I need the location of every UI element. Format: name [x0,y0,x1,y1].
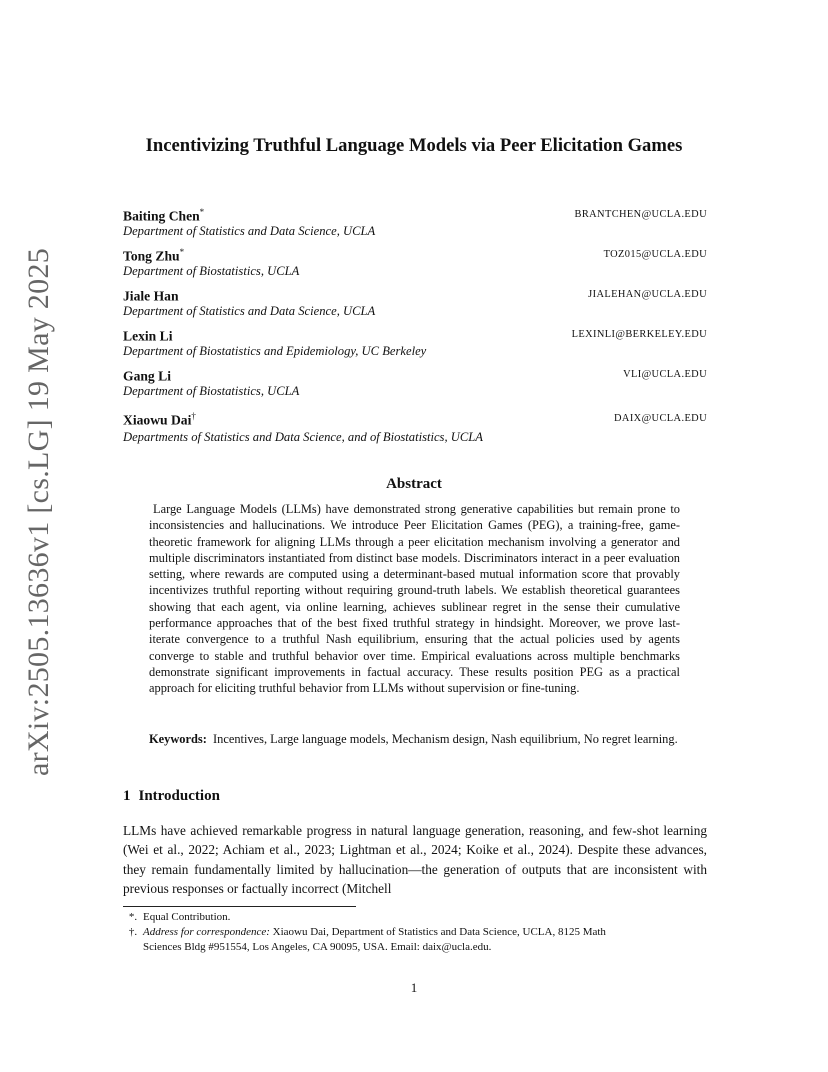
author-affiliation: Departments of Statistics and Data Science, and of Biostatistics, UCLA [123,430,483,444]
section-number: 1 [123,788,131,804]
author-block [123,247,707,283]
arxiv-identifier: arXiv:2505.13636v1 [cs.LG] 19 May 2025 [22,248,55,776]
author-name: Gang Li [123,368,171,384]
author-affiliation: Department of Statistics and Data Science, UCLA [123,224,376,238]
author-affiliation: Department of Biostatistics and Epidemiology, UC Berkeley [123,344,427,358]
author-email[interactable]: TOZ015@UCLA.EDU [603,249,707,260]
footnote-label: Address for correspondence: [143,926,270,938]
author-block [123,287,707,323]
section-heading [123,788,220,805]
footnote-text-continued: Sciences Bldg #951554, Los Angeles, CA 90095, USA. Email: daix@ucla.edu. [143,941,492,953]
author-block [123,411,707,447]
author-block [123,327,707,363]
keywords-list: Incentives, Large language models, Mechanism design, Nash equilibrium, No regret learning. [213,732,678,746]
author-email[interactable]: LEXINLI@BERKELEY.EDU [571,329,707,340]
abstract-heading: Abstract [386,476,442,492]
author-name: Lexin Li [123,328,173,344]
abstract-text: Large Language Models (LLMs) have demonstrated strong generative capabilities but remain prone to inconsistencies and hallucinations. We introduce Peer Elicitation Games (PEG), a training-free, game-theoretic framework for aligning LLMs through a peer elicitation mechanism involving a generator and multiple discriminators instantiated from distinct base models. Discriminators interact in a peer evaluation setting, where rewards are computed using a determinant-based mutual information score that provably incentivizes truthful reporting without requiring ground-truth labels. We establish theoretical guarantees showing that each agent, via online learning, achieves sublinear regret in the sense their cumulative performance approaches that of the best fixed truthful strategy in hindsight. Moreover, we prove last-iterate convergence to a truthful Nash equilibrium, ensuring that the actual policies used by agents converge to stable and truthful behavior over time. Empirical evaluations across multiple benchmarks demonstrate significant improvements in factual accuracy. These results position PEG as a practical approach for eliciting truthful behavior from LLMs without supervision or fine-tuning. [149,502,680,696]
author-affiliation: Department of Biostatistics, UCLA [123,384,300,398]
author-block [123,207,707,243]
footnote-text: Equal Contribution. [143,911,231,923]
author-mark: † [191,411,196,421]
keywords [149,731,680,747]
footnote-text: Xiaowu Dai, Department of Statistics and Data Science, UCLA, 8125 Math [269,926,606,938]
author-name: Xiaowu Dai [123,412,192,428]
author-name: Jiale Han [123,288,179,304]
author-email[interactable]: BRANTCHEN@UCLA.EDU [574,209,707,220]
page-number: 1 [410,980,418,995]
section-title: Introduction [138,788,220,804]
author-name: Baiting Chen [123,208,200,224]
footnote-rule [123,906,356,907]
footnote-correspondence [123,925,707,955]
author-email[interactable]: DAIX@UCLA.EDU [614,413,707,424]
author-block [123,367,707,403]
paper-title: Incentivizing Truthful Language Models via Peer Elicitation Games [145,135,683,156]
author-mark: * [179,247,185,257]
author-affiliation: Department of Biostatistics, UCLA [123,264,300,278]
author-name: Tong Zhu [123,248,180,264]
footnote-equal-contribution [123,910,707,925]
footnote-mark: †. [128,926,138,938]
footnote-mark: *. [128,911,138,923]
author-mark: * [199,207,205,217]
author-email[interactable]: JIALEHAN@UCLA.EDU [588,289,707,300]
author-affiliation: Department of Statistics and Data Science, UCLA [123,304,376,318]
intro-paragraph: LLMs have achieved remarkable progress in natural language generation, reasoning, and few-shot learning (Wei et al., 2022; Achiam et al., 2023; Lightman et al., 2024; Koike et al., 2024). Despite these advances, they remain fundamentally limited by hallucination—the generation of outputs that are inconsistent with previous responses or factually incorrect (Mitchell [123,823,707,897]
author-email[interactable]: VLI@UCLA.EDU [623,369,707,380]
keywords-label: Keywords: [149,732,207,746]
